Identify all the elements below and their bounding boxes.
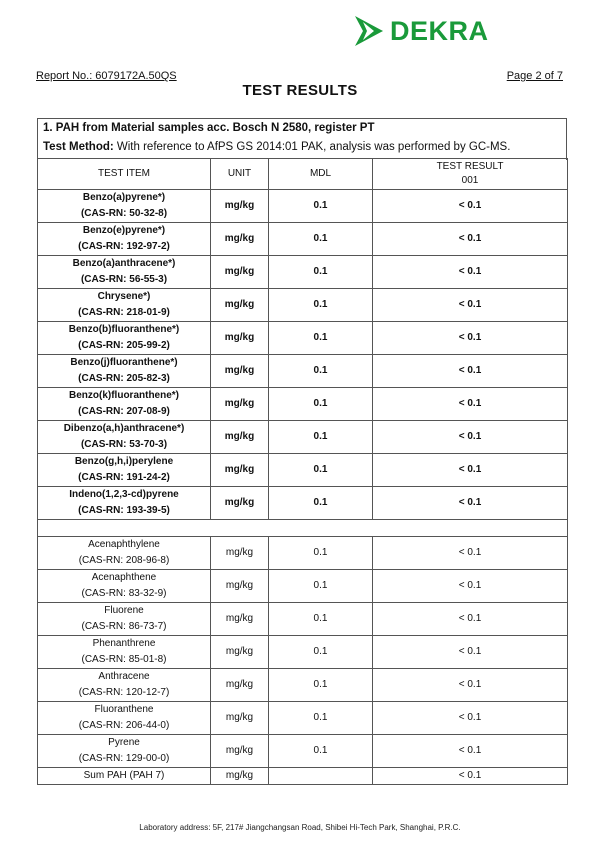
result-cell: < 0.1 — [373, 537, 568, 570]
table-header-row — [38, 159, 568, 190]
test-item-cell — [38, 355, 211, 388]
result-cell: < 0.1 — [373, 636, 568, 669]
unit-cell: mg/kg — [211, 256, 269, 289]
result-cell: < 0.1 — [373, 454, 568, 487]
mdl-cell: 0.1 — [269, 669, 373, 702]
lab-address-footer: Laboratory address: 5F, 217# Jiangchangsan Road, Shibei Hi-Tech Park, Shanghai, P.R.C. — [139, 823, 461, 832]
results-table — [37, 158, 568, 785]
sum-row — [38, 768, 568, 785]
substance-name: Benzo(g,h,i)perylene — [74, 456, 174, 467]
page-number: Page 2 of 7 — [506, 70, 563, 82]
result-cell: < 0.1 — [373, 603, 568, 636]
header-result-label: TEST RESULT — [436, 161, 504, 172]
test-method — [43, 141, 510, 153]
cas-number: (CAS-RN: 218-01-9) — [78, 307, 170, 318]
test-item-cell — [38, 256, 211, 289]
mdl-cell: 0.1 — [269, 454, 373, 487]
test-item-cell — [38, 190, 211, 223]
cas-number: (CAS-RN: 205-82-3) — [78, 373, 170, 384]
test-item-cell — [38, 487, 211, 520]
substance-name: Acenaphthylene — [88, 539, 160, 550]
table-row — [38, 702, 568, 735]
substance-name: Benzo(a)anthracene*) — [72, 258, 176, 269]
result-cell: < 0.1 — [373, 322, 568, 355]
result-cell: < 0.1 — [373, 487, 568, 520]
header-unit: UNIT — [211, 159, 269, 190]
test-item-cell — [38, 669, 211, 702]
unit-cell: mg/kg — [211, 355, 269, 388]
substance-name: Acenaphthene — [91, 572, 157, 583]
cas-number: (CAS-RN: 191-24-2) — [78, 472, 170, 483]
cas-number: (CAS-RN: 129-00-0) — [78, 753, 170, 764]
result-cell: < 0.1 — [373, 190, 568, 223]
test-item-cell — [38, 454, 211, 487]
table-row — [38, 454, 568, 487]
dekra-logo-text: DEKRA — [390, 16, 489, 46]
cas-number: (CAS-RN: 205-99-2) — [78, 340, 170, 351]
cas-number: (CAS-RN: 206-44-0) — [78, 720, 170, 731]
test-item-cell — [38, 289, 211, 322]
table-row — [38, 322, 568, 355]
unit-cell: mg/kg — [211, 421, 269, 454]
mdl-cell: 0.1 — [269, 289, 373, 322]
mdl-cell: 0.1 — [269, 190, 373, 223]
result-cell: < 0.1 — [373, 223, 568, 256]
unit-cell: mg/kg — [211, 388, 269, 421]
unit-cell: mg/kg — [211, 603, 269, 636]
mdl-cell: 0.1 — [269, 603, 373, 636]
mdl-cell: 0.1 — [269, 537, 373, 570]
table-row — [38, 636, 568, 669]
mdl-cell: 0.1 — [269, 636, 373, 669]
cas-number: (CAS-RN: 86-73-7) — [81, 621, 167, 632]
mdl-cell: 0.1 — [269, 702, 373, 735]
unit-cell: mg/kg — [211, 223, 269, 256]
unit-cell: mg/kg — [211, 702, 269, 735]
section-heading: 1. PAH from Material samples acc. Bosch N 2580, register PT — [43, 122, 375, 134]
unit-cell: mg/kg — [211, 487, 269, 520]
test-item-cell — [38, 603, 211, 636]
page-title: TEST RESULTS — [242, 82, 358, 99]
unit-cell: mg/kg — [211, 570, 269, 603]
mdl-cell: 0.1 — [269, 256, 373, 289]
cas-number: (CAS-RN: 192-97-2) — [78, 241, 170, 252]
substance-name: Fluorene — [104, 605, 144, 616]
cas-number: (CAS-RN: 207-08-9) — [78, 406, 170, 417]
mdl-cell: 0.1 — [269, 421, 373, 454]
mdl-cell: 0.1 — [269, 570, 373, 603]
dekra-logo-icon — [352, 14, 386, 48]
cas-number: (CAS-RN: 85-01-8) — [81, 654, 167, 665]
test-item-cell — [38, 636, 211, 669]
substance-name: Pyrene — [108, 737, 140, 748]
result-cell: < 0.1 — [373, 702, 568, 735]
unit-cell: mg/kg — [211, 190, 269, 223]
substance-name: Anthracene — [98, 671, 150, 682]
test-item-cell — [38, 735, 211, 768]
substance-name: Dibenzo(a,h)anthracene*) — [63, 423, 185, 434]
result-cell: < 0.1 — [373, 388, 568, 421]
mdl-cell: 0.1 — [269, 487, 373, 520]
table-row — [38, 735, 568, 768]
substance-name: Benzo(a)pyrene*) — [82, 192, 166, 203]
substance-name: Fluoranthene — [94, 704, 154, 715]
table-row — [38, 421, 568, 454]
dekra-logo — [352, 14, 489, 48]
test-item-cell — [38, 322, 211, 355]
result-cell: < 0.1 — [373, 421, 568, 454]
substance-name: Phenanthrene — [92, 638, 156, 649]
result-cell: < 0.1 — [373, 735, 568, 768]
test-item-cell — [38, 537, 211, 570]
table-row — [38, 487, 568, 520]
table-row — [38, 603, 568, 636]
substance-name: Benzo(b)fluoranthene*) — [68, 324, 180, 335]
mdl-cell: 0.1 — [269, 355, 373, 388]
unit-cell: mg/kg — [211, 537, 269, 570]
result-cell: < 0.1 — [373, 355, 568, 388]
cas-number: (CAS-RN: 120-12-7) — [78, 687, 170, 698]
report-number: Report No.: 6079172A.50QS — [36, 70, 177, 82]
test-item-cell — [38, 702, 211, 735]
mdl-cell: 0.1 — [269, 388, 373, 421]
mdl-cell: 0.1 — [269, 735, 373, 768]
substance-name: Chrysene*) — [97, 291, 151, 302]
unit-cell: mg/kg — [211, 735, 269, 768]
spacer-cell — [38, 520, 568, 537]
sum-mdl-cell — [269, 768, 373, 785]
table-row — [38, 537, 568, 570]
test-item-cell — [38, 421, 211, 454]
table-row — [38, 669, 568, 702]
sum-result-cell: < 0.1 — [373, 768, 568, 785]
table-row — [38, 289, 568, 322]
table-spacer-row — [38, 520, 568, 537]
cas-number: (CAS-RN: 193-39-5) — [78, 505, 170, 516]
mdl-cell: 0.1 — [269, 322, 373, 355]
sum-label-cell: Sum PAH (PAH 7) — [38, 768, 211, 785]
substance-name: Benzo(k)fluoranthene*) — [69, 390, 179, 401]
header-mdl: MDL — [269, 159, 373, 190]
table-row — [38, 190, 568, 223]
section-header — [37, 118, 567, 160]
test-item-cell — [38, 570, 211, 603]
mdl-cell: 0.1 — [269, 223, 373, 256]
cas-number: (CAS-RN: 83-32-9) — [81, 588, 167, 599]
test-method-text: With reference to AfPS GS 2014:01 PAK, analysis was performed by GC-MS. — [113, 141, 511, 153]
unit-cell: mg/kg — [211, 289, 269, 322]
cas-number: (CAS-RN: 208-96-8) — [78, 555, 170, 566]
unit-cell: mg/kg — [211, 636, 269, 669]
result-cell: < 0.1 — [373, 570, 568, 603]
header-test-item: TEST ITEM — [38, 159, 211, 190]
result-cell: < 0.1 — [373, 256, 568, 289]
substance-name: Benzo(e)pyrene*) — [82, 225, 166, 236]
header-sample-id: 001 — [461, 175, 479, 186]
result-cell: < 0.1 — [373, 669, 568, 702]
table-row — [38, 256, 568, 289]
test-method-label: Test Method: — [43, 141, 114, 153]
cas-number: (CAS-RN: 53-70-3) — [80, 439, 168, 450]
test-item-cell — [38, 388, 211, 421]
sum-unit-cell: mg/kg — [211, 768, 269, 785]
table-row — [38, 570, 568, 603]
unit-cell: mg/kg — [211, 669, 269, 702]
test-item-cell — [38, 223, 211, 256]
table-row — [38, 223, 568, 256]
result-cell: < 0.1 — [373, 289, 568, 322]
substance-name: Indeno(1,2,3-cd)pyrene — [69, 489, 179, 500]
cas-number: (CAS-RN: 50-32-8) — [80, 208, 168, 219]
unit-cell: mg/kg — [211, 322, 269, 355]
table-row — [38, 388, 568, 421]
substance-name: Benzo(j)fluoranthene*) — [70, 357, 178, 368]
table-row — [38, 355, 568, 388]
cas-number: (CAS-RN: 56-55-3) — [80, 274, 168, 285]
header-test-result — [373, 159, 568, 190]
unit-cell: mg/kg — [211, 454, 269, 487]
